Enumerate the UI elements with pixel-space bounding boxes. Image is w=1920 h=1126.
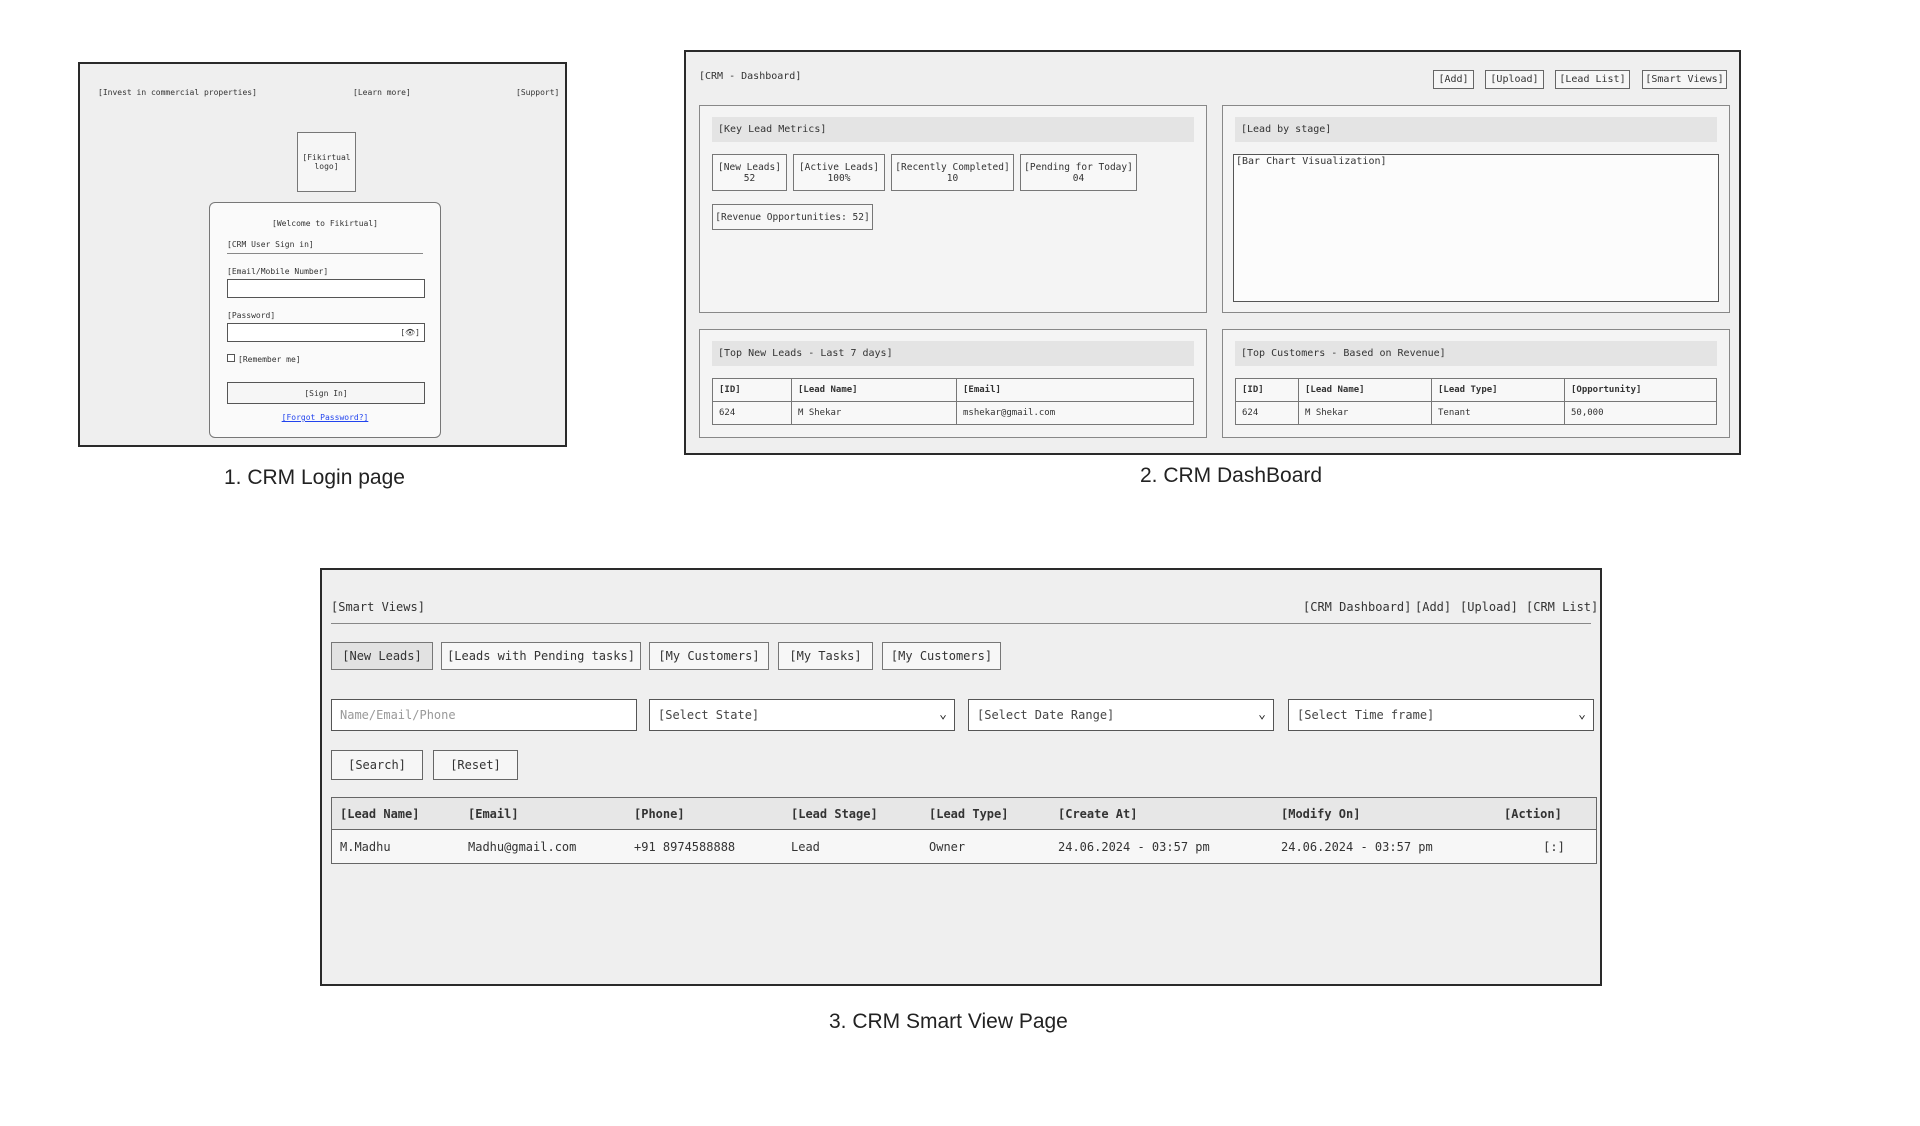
key-metrics-title: [Key Lead Metrics] [718, 124, 827, 135]
password-label: [Password] [227, 311, 276, 320]
table-header-row [1236, 379, 1717, 402]
top-customers-title: [Top Customers - Based on Revenue] [1241, 348, 1446, 359]
nav-add-link[interactable]: [Add] [1415, 600, 1452, 614]
table-cell: M.Madhu [332, 830, 461, 864]
key-metrics-panel [699, 105, 1207, 313]
lead-by-stage-header [1235, 117, 1717, 142]
top-customers-panel [1222, 329, 1730, 438]
header-divider [331, 623, 1591, 624]
select-date-range-dropdown[interactable] [968, 699, 1274, 731]
row-action-button[interactable]: [:] [1496, 830, 1597, 864]
table-cell: 50,000 [1565, 402, 1717, 425]
forgot-password-link[interactable]: [Forgot Password?] [281, 413, 369, 422]
logo-text: [Fikirtual logo] [302, 153, 351, 171]
lead-list-button[interactable] [1555, 70, 1630, 89]
metric-pending-today[interactable] [1020, 154, 1137, 191]
column-header: [Email] [460, 798, 626, 830]
smart-view-table [331, 797, 1597, 864]
add-button-label: [Add] [1438, 74, 1469, 85]
signin-card [209, 202, 441, 438]
metric-value: 52 [743, 172, 756, 184]
dashboard-caption: 2. CRM DashBoard [1140, 464, 1323, 487]
nav-crm-list-link[interactable]: [CRM List] [1526, 600, 1599, 614]
tab-my-tasks[interactable] [778, 642, 873, 670]
lead-list-button-label: [Lead List] [1559, 74, 1626, 85]
welcome-text: [Welcome to Fikirtual] [272, 219, 378, 228]
metric-recently-completed[interactable] [891, 154, 1014, 191]
metric-value: 100% [827, 172, 851, 184]
table-cell: 24.06.2024 - 03:57 pm [1273, 830, 1496, 864]
metric-value: 10 [946, 172, 959, 184]
table-cell: Owner [921, 830, 1050, 864]
remember-label: [Remember me] [238, 355, 301, 364]
smart-view-wireframe [320, 568, 1602, 986]
dashboard-wireframe [684, 50, 1741, 455]
tab-label: [My Tasks] [789, 649, 862, 663]
bar-chart-placeholder [1233, 154, 1719, 302]
table-header-row [332, 798, 1597, 830]
metric-label: [Pending for Today] [1024, 161, 1133, 173]
table-row[interactable] [332, 830, 1597, 864]
lead-by-stage-panel [1222, 105, 1730, 313]
remember-checkbox[interactable] [227, 354, 235, 362]
revenue-opportunities[interactable] [712, 204, 873, 230]
smart-views-button[interactable] [1642, 70, 1727, 89]
select-state-dropdown[interactable] [649, 699, 955, 731]
smart-views-button-label: [Smart Views] [1645, 74, 1724, 85]
metric-value: 04 [1072, 172, 1085, 184]
column-header: [Email] [957, 379, 1194, 402]
search-button-label: [Search] [348, 758, 406, 772]
tab-label: [Leads with Pending tasks] [447, 649, 635, 663]
tab-label: [My Customers] [890, 649, 993, 663]
nav-upload-link[interactable]: [Upload] [1460, 600, 1518, 614]
top-new-leads-title: [Top New Leads - Last 7 days] [718, 348, 893, 359]
table-row[interactable] [713, 402, 1194, 425]
column-header: [Create At] [1050, 798, 1273, 830]
tab-label: [New Leads] [342, 649, 422, 663]
column-header: [ID] [1236, 379, 1299, 402]
search-placeholder: Name/Email/Phone [340, 708, 456, 722]
logo-placeholder [297, 132, 356, 192]
table-cell: 624 [713, 402, 792, 425]
metric-label: [New Leads] [718, 161, 781, 173]
dashboard-title: [CRM - Dashboard] [699, 71, 802, 82]
upload-button[interactable] [1485, 70, 1544, 89]
chevron-down-icon: ⌄ [1578, 707, 1586, 722]
password-field[interactable] [227, 323, 425, 342]
email-label: [Email/Mobile Number] [227, 267, 329, 276]
select-time-frame-dropdown[interactable] [1288, 699, 1594, 731]
table-cell: Lead [783, 830, 921, 864]
signin-heading: [CRM User Sign in] [227, 240, 314, 249]
column-header: [Lead Type] [1432, 379, 1565, 402]
signin-button-label: [Sign In] [304, 388, 348, 398]
tab-my-customers-2[interactable] [882, 642, 1001, 670]
metric-active-leads[interactable] [793, 154, 885, 191]
column-header: [Phone] [626, 798, 783, 830]
lead-by-stage-title: [Lead by stage] [1241, 124, 1332, 135]
nav-learn-more-link[interactable]: [Learn more] [353, 88, 411, 97]
search-input[interactable] [331, 699, 637, 731]
column-header: [Lead Name] [1299, 379, 1432, 402]
metric-label: [Recently Completed] [895, 161, 1010, 173]
tab-label: [My Customers] [658, 649, 760, 663]
nav-crm-dashboard-link[interactable]: [CRM Dashboard] [1303, 600, 1412, 614]
signin-button[interactable] [227, 382, 425, 404]
upload-button-label: [Upload] [1490, 74, 1539, 85]
smart-view-title: [Smart Views] [331, 600, 425, 614]
select-state-value: [Select State] [658, 708, 760, 722]
table-cell: 24.06.2024 - 03:57 pm [1050, 830, 1273, 864]
table-cell: Madhu@gmail.com [460, 830, 626, 864]
top-customers-header [1235, 341, 1717, 366]
column-header: [Modify On] [1273, 798, 1496, 830]
search-button[interactable] [331, 750, 423, 780]
top-customers-table [1235, 378, 1717, 425]
tab-pending-tasks[interactable] [441, 642, 641, 670]
chevron-down-icon: ⌄ [1258, 707, 1266, 722]
top-new-leads-panel [699, 329, 1207, 438]
reset-button-label: [Reset] [450, 758, 501, 772]
table-row[interactable] [1236, 402, 1717, 425]
tab-new-leads[interactable] [331, 642, 433, 670]
column-header: [Lead Type] [921, 798, 1050, 830]
metric-label: [Active Leads] [798, 161, 880, 173]
column-header: [Lead Name] [792, 379, 957, 402]
column-header: [Lead Stage] [783, 798, 921, 830]
top-new-leads-table [712, 378, 1194, 425]
table-cell: mshekar@gmail.com [957, 402, 1194, 425]
table-cell: +91 8974588888 [626, 830, 783, 864]
table-cell: Tenant [1432, 402, 1565, 425]
column-header: [Opportunity] [1565, 379, 1717, 402]
tab-my-customers[interactable] [649, 642, 769, 670]
chevron-down-icon: ⌄ [939, 707, 947, 722]
column-header: [Lead Name] [332, 798, 461, 830]
table-header-row [713, 379, 1194, 402]
top-new-leads-header [712, 341, 1194, 366]
email-field[interactable] [227, 279, 425, 298]
show-password-icon[interactable]: [👁] [400, 328, 420, 337]
table-cell: M Shekar [1299, 402, 1432, 425]
key-metrics-header [712, 117, 1194, 142]
add-button[interactable] [1433, 70, 1474, 89]
chart-placeholder-text: [Bar Chart Visualization] [1236, 156, 1387, 167]
column-header: [Action] [1496, 798, 1597, 830]
column-header: [ID] [713, 379, 792, 402]
login-caption: 1. CRM Login page [224, 466, 405, 489]
nav-support-link[interactable]: [Support] [516, 88, 560, 97]
login-wireframe [78, 62, 567, 447]
nav-invest-link[interactable]: [Invest in commercial properties] [98, 88, 257, 97]
table-cell: 624 [1236, 402, 1299, 425]
table-cell: M Shekar [792, 402, 957, 425]
select-time-value: [Select Time frame] [1297, 708, 1435, 722]
revenue-label: [Revenue Opportunities: 52] [715, 211, 870, 223]
heading-divider [227, 253, 423, 254]
reset-button[interactable] [433, 750, 518, 780]
smart-view-caption: 3. CRM Smart View Page [829, 1010, 1068, 1033]
select-date-value: [Select Date Range] [977, 708, 1115, 722]
metric-new-leads[interactable] [712, 154, 787, 191]
